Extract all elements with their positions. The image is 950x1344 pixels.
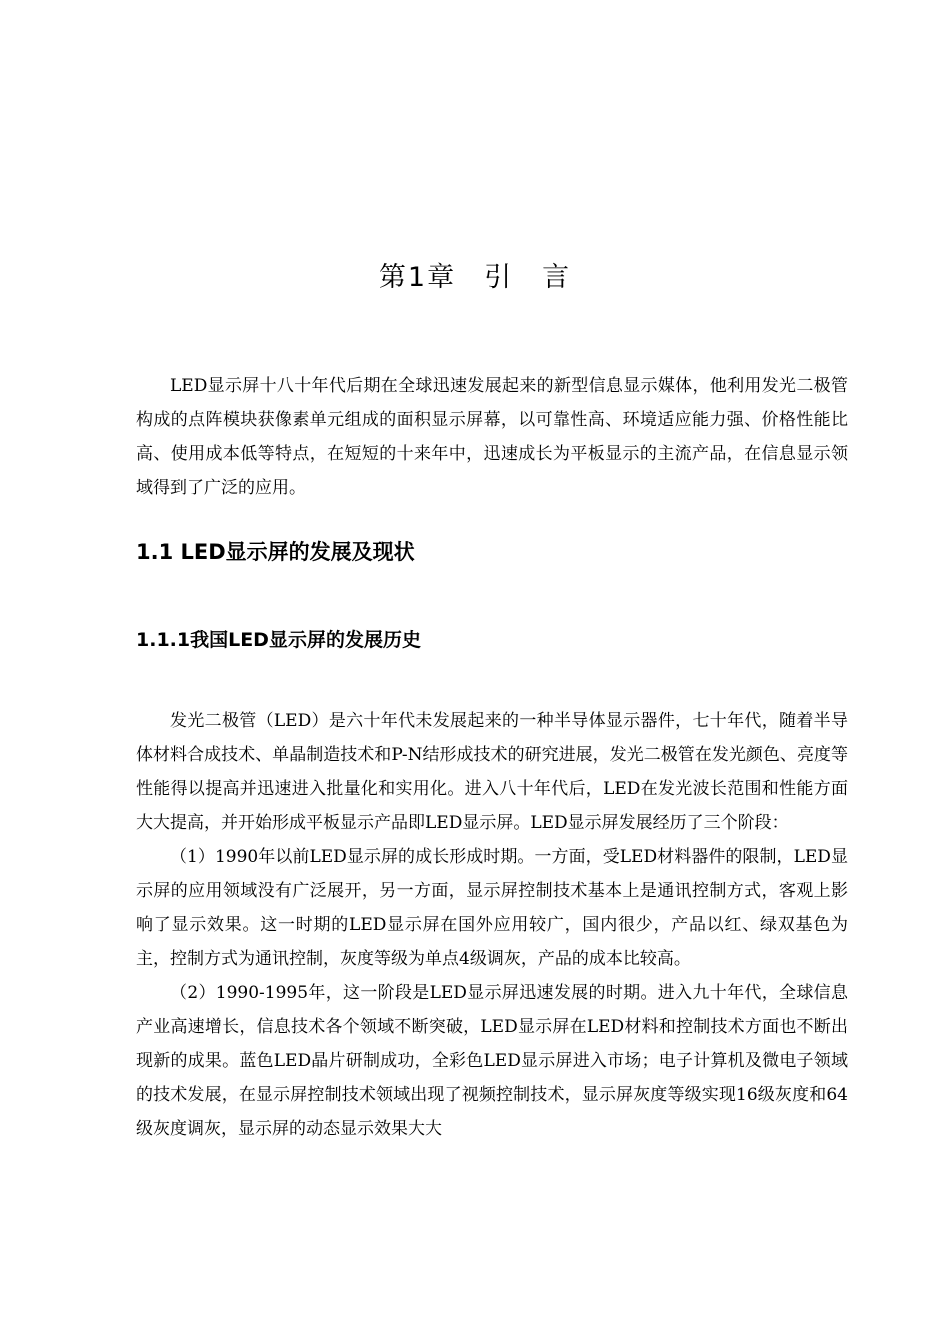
- chapter-number: 1: [407, 262, 428, 293]
- chapter-title: [0, 258, 950, 298]
- chapter-suffix: 章: [427, 262, 457, 293]
- section-heading: 1.1 LED显示屏的发展及现状: [136, 540, 415, 564]
- intro-paragraph: LED显示屏十八十年代后期在全球迅速发展起来的新型信息显示媒体，他利用发光二极管构成的点阵模块获像素单元组成的面积显示屏幕，以可靠性高、环境适应能力强、价格性能比高、使用成本低等特点，在短短的十来年中，迅速成长为平板显示的主流产品，在信息显示领域得到了广泛的应用。: [136, 376, 848, 498]
- body-paragraph: （1）1990年以前LED显示屏的成长形成时期。一方面，受LED材料器件的限制，LED显示屏的应用领域没有广泛展开，另一方面，显示屏控制技术基本上是通讯控制方式，客观上影响了显示效果。这一时期的LED显示屏在国外应用较广，国内很少，产品以红、绿双基色为主，控制方式为通讯控制，灰度等级为单点4级调灰，产品的成本比较高。: [136, 847, 848, 969]
- subsection-heading: 1.1.1我国LED显示屏的发展历史: [136, 629, 421, 651]
- chapter-number-prefix: 第: [378, 262, 408, 293]
- body-paragraph: 发光二极管（LED）是六十年代未发展起来的一种半导体显示器件，七十年代，随着半导体材料合成技术、单晶制造技术和P-N结形成技术的研究进展，发光二极管在发光颜色、亮度等性能得以提高并迅速进入批量化和实用化。进入八十年代后，LED在发光波长范围和性能方面大大提高，并开始形成平板显示产品即LED显示屏。LED显示屏发展经历了三个阶段：: [136, 711, 848, 833]
- body-text: [136, 704, 848, 1146]
- body-paragraph: （2）1990-1995年，这一阶段是LED显示屏迅速发展的时期。进入九十年代，全球信息产业高速增长，信息技术各个领域不断突破，LED显示屏在LED材料和控制技术方面也不断出现新的成果。蓝色LED晶片研制成功，全彩色LED显示屏进入市场；电子计算机及微电子领域的技术发展，在显示屏控制技术领域出现了视频控制技术，显示屏灰度等级实现16级灰度和64级灰度调灰，显示屏的动态显示效果大大: [136, 983, 848, 1139]
- chapter-heading-text: 引 言: [484, 262, 572, 293]
